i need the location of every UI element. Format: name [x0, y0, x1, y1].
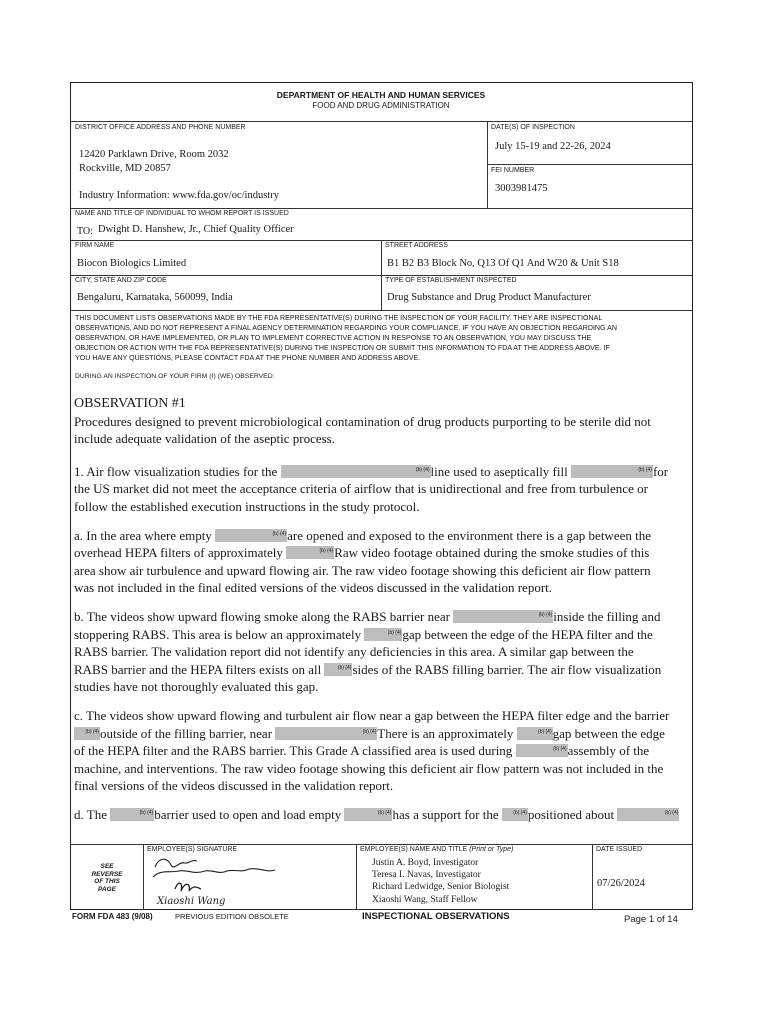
item-c-line4: machine, and interventions. The raw video footage showing this deficient air flow pattern was not included in the [74, 760, 664, 776]
redaction-box: (b) (4) [281, 465, 431, 478]
investigator-names [372, 857, 509, 906]
signature-label: EMPLOYEE(S) SIGNATURE [147, 846, 238, 853]
redaction-box: (b) (4) [110, 808, 154, 821]
item-a-line4: was not included in the final edited versions of the videos discussed in the validation report. [74, 580, 553, 596]
district-address-line2: Rockville, MD 20857 [79, 163, 171, 174]
street-address: B1 B2 B3 Block No, Q13 Of Q1 And W20 & Unit S18 [387, 258, 619, 269]
industry-info: Industry Information: www.fda.gov/oc/industry [79, 190, 279, 201]
redaction-box: (b) (4) [215, 529, 287, 542]
redaction-box: (b) (4) [502, 808, 528, 821]
item-c-line1: c. The videos show upward flowing and turbulent air flow near a gap between the HEPA filter edge and the barrier [74, 707, 670, 723]
date-issued: 07/26/2024 [597, 878, 645, 889]
notice-line: THIS DOCUMENT LISTS OBSERVATIONS MADE BY THE FDA REPRESENTATIVE(S) DURING THE INSPECTION OF YOUR FACILITY. THEY ARE INSPECTIONAL [75, 314, 603, 322]
investigator-name: Richard Ledwidge, Senior Biologist [372, 882, 510, 893]
disclaimer-notice [75, 313, 689, 363]
item1-line1: 1. Air flow visualization studies for the (b) (4) line used to aseptically fill (b) (4) for [74, 463, 669, 479]
notice-line: OBSERVATION, OR HAVE IMPLEMENTED, OR PLAN TO IMPLEMENT CORRECTIVE ACTION IN RESPONSE TO AN OBSERVATION, YOU MAY DISCUSS THE [75, 334, 592, 342]
fei-label: FEI NUMBER [491, 167, 535, 174]
redaction-box: (b) (4) [324, 663, 352, 676]
city-value: Bengaluru, Karnataka, 560099, India [77, 292, 233, 303]
city-label: CITY, STATE AND ZIP CODE [75, 277, 167, 284]
item-a-line3: area show air turbulence and upward flowing air. The raw video footage showing this deficient air flow pattern [74, 562, 651, 578]
recipient-name: Dwight D. Hanshew, Jr., Chief Quality Officer [98, 224, 294, 235]
divider [71, 121, 692, 122]
notice-line: YOU HAVE ANY QUESTIONS, PLEASE CONTACT FDA AT THE PHONE NUMBER AND ADDRESS ABOVE. [75, 354, 421, 362]
fei-number: 3003981475 [495, 183, 548, 194]
item1-line2: the US market did not meet the acceptance criteria of airflow that is unidirectional and free from turbulence or [74, 481, 648, 497]
redaction-box: (b) (4) [364, 628, 402, 641]
names-label: EMPLOYEE(S) NAME AND TITLE (Print or Type) [360, 846, 514, 853]
item-b-line1: b. The videos show upward flowing smoke along the RABS barrier near (b) (4) inside the filling and [74, 608, 661, 624]
redaction-box: (b) (4) [453, 610, 553, 623]
redaction-box: (b) (4) [517, 727, 553, 740]
street-label: STREET ADDRESS [385, 242, 448, 249]
item-b-line4: RABS barrier and the HEPA filters exists on all (b) (4) sides of the RABS filling barrier. The air flow visualization [74, 661, 662, 677]
notice-line: OBSERVATIONS, AND DO NOT REPRESENT A FINAL AGENCY DETERMINATION REGARDING YOUR COMPLIANCE. IF YOU HAVE AN OBJECTION REGARDING AN [75, 324, 617, 332]
divider [71, 310, 692, 311]
item-b-line2: stoppering RABS. This area is below an approximately (b) (4) gap between the edge of the HEPA filter and the [74, 626, 653, 642]
divider [71, 844, 692, 845]
divider [71, 208, 692, 209]
district-address-line1: 12420 Parklawn Drive, Room 2032 [79, 149, 229, 160]
obsolete-note: PREVIOUS EDITION OBSOLETE [175, 912, 289, 921]
divider [592, 844, 593, 910]
dates-label: DATE(S) OF INSPECTION [491, 124, 575, 131]
item-b-line5: studies have not thoroughly evaluated this gap. [74, 679, 319, 695]
redaction-box: (b) (4) [617, 808, 679, 821]
agency-title: FOOD AND DRUG ADMINISTRATION [312, 101, 450, 110]
divider [487, 164, 692, 165]
handwritten-signatures [149, 853, 349, 899]
redaction-box: (b) (4) [344, 808, 392, 821]
recipient-label: NAME AND TITLE OF INDIVIDUAL TO WHOM REPORT IS ISSUED [75, 210, 289, 217]
redaction-box: (b) (4) [275, 727, 377, 740]
item1-line3: follow the established execution instructions in the study protocol. [74, 498, 420, 514]
redaction-box: (b) (4) [516, 744, 568, 757]
redaction-box: (b) (4) [571, 465, 653, 478]
item-b-line3: RABS barrier. The validation report did not identify any deficiencies in this area. A similar gap between the [74, 644, 634, 660]
observation-intro-line: Procedures designed to prevent microbiological contamination of drug products purporting to be sterile did not [74, 413, 651, 429]
item-c-line2: (b) (4) outside of the filling barrier, near (b) (4) There is an approximately (b) (4) gap between the edge [74, 725, 692, 743]
department-title: DEPARTMENT OF HEALTH AND HUMAN SERVICES [276, 90, 486, 100]
footer-title: INSPECTIONAL OBSERVATIONS [362, 911, 510, 922]
inspection-dates: July 15-19 and 22-26, 2024 [495, 141, 611, 152]
item-a-line1: a. In the area where empty (b) (4) are opened and exposed to the environment there is a gap between the [74, 527, 651, 543]
see-reverse-note: SEE REVERSE OF THIS PAGE [91, 863, 123, 893]
signature-printed: Xiaoshi Wang [157, 896, 226, 907]
investigator-name: Teresa I. Navas, Investigator [372, 870, 481, 881]
item-c-line3: of the HEPA filter and the RABS barrier. This Grade A classified area is used during (b) (4) assembly of the [74, 743, 650, 759]
divider [71, 275, 692, 276]
divider [356, 844, 357, 910]
investigator-name: Justin A. Boyd, Investigator [372, 858, 479, 868]
item-c-line5: final versions of the videos discussed in the validation report. [74, 778, 394, 794]
redaction-box: (b) (4) [286, 546, 334, 559]
observation-title: OBSERVATION #1 [74, 396, 186, 411]
to-prefix: TO: [77, 226, 93, 237]
establishment-type: Drug Substance and Drug Product Manufacturer [387, 292, 591, 303]
fda-483-form [70, 82, 693, 910]
district-label: DISTRICT OFFICE ADDRESS AND PHONE NUMBER [75, 124, 246, 131]
divider [143, 844, 144, 910]
item-d-line1: d. The (b) (4) barrier used to open and load empty (b) (4) has a support for the (b) (4) positioned about (b) (4) [74, 806, 679, 822]
observation-intro-line: include adequate validation of the aseptic process. [74, 431, 335, 447]
page-number: Page 1 of 14 [624, 914, 678, 925]
redaction-box: (b) (4) [74, 727, 100, 740]
observed-label: DURING AN INSPECTION OF YOUR FIRM (I) (WE) OBSERVED: [75, 373, 275, 380]
firm-name: Biocon Biologics Limited [77, 258, 187, 269]
establishment-label: TYPE OF ESTABLISHMENT INSPECTED [385, 277, 517, 284]
date-issued-label: DATE ISSUED [596, 846, 643, 853]
observation-body [74, 395, 692, 823]
investigator-name: Xiaoshi Wang, Staff Fellow [372, 894, 478, 905]
firm-label: FIRM NAME [75, 242, 115, 249]
form-number: FORM FDA 483 (9/08) [72, 912, 153, 921]
item-a-line2: overhead HEPA filters of approximately (b) (4) Raw video footage obtained during the smoke studies of this [74, 545, 650, 561]
notice-line: OBJECTION OR ACTION WITH THE FDA REPRESENTATIVE(S) DURING THE INSPECTION OR SUBMIT THIS INFORMATION TO FDA AT THE ADDRESS ABOVE. IF [75, 344, 610, 352]
